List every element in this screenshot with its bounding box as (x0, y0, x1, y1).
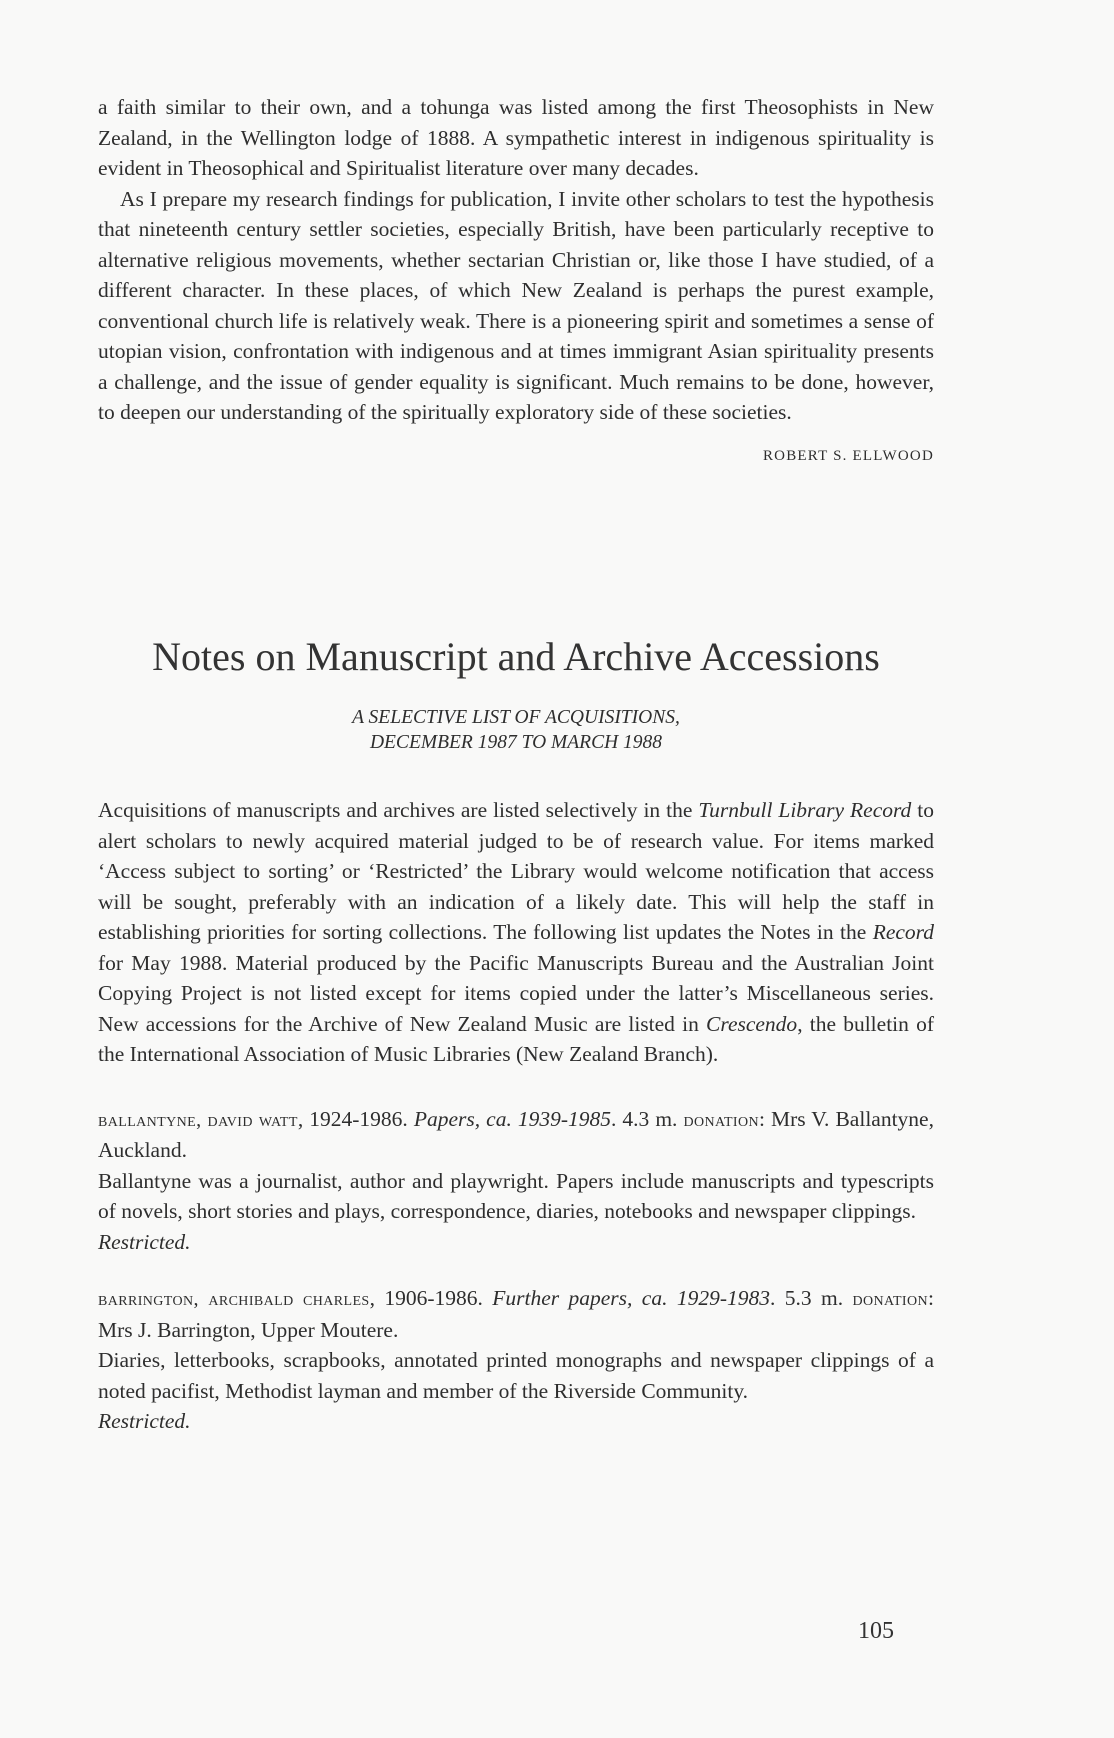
entry-source: : Mrs J. Barrington, Upper Moutere. (98, 1286, 934, 1342)
entry-description: Diaries, letterbooks, scrapbooks, annotated printed monographs and newspaper clippings of a noted pacifist, Methodist layman and member of the Riverside Community. (98, 1348, 934, 1403)
page-content (98, 92, 934, 1437)
subtitle-line-2: DECEMBER 1987 TO MARCH 1988 (369, 732, 663, 754)
entry-heading (98, 1104, 934, 1166)
entry-extent: . 4.3 m. (611, 1106, 684, 1131)
intro-text: to alert scholars to newly acquired material judged to be of research value. For items marked ‘Access subject to sorting’ or ‘Restricted’ the Library would welcome notification that access will be sought, preferably with an indication of a likely date. This will help the staff in establishing priorities for sorting collections. The following list updates the Notes in the (98, 798, 934, 945)
journal-short-title: Record (872, 920, 934, 945)
entry-dates: , 1906-1986. (369, 1286, 493, 1311)
entry-name: barrington, archibald charles (98, 1288, 370, 1311)
entry-source-type: donation (683, 1108, 759, 1131)
journal-title: Turnbull Library Record (698, 798, 912, 823)
author-signature: ROBERT S. ELLWOOD (762, 447, 934, 464)
article-subtitle (98, 705, 934, 755)
subtitle-line-1: A SELECTIVE LIST OF ACQUISITIONS, (352, 707, 680, 729)
entry-description: Ballantyne was a journalist, author and playwright. Papers include manuscripts and typescripts of novels, short stories and plays, correspondence, diaries, notebooks and newspaper clippings. (98, 1168, 934, 1224)
entry-access: Restricted. (98, 1409, 191, 1434)
entry-extent: . 5.3 m. (769, 1286, 853, 1311)
entry-dates: , 1924-1986. (297, 1106, 414, 1131)
entry-name: ballantyne, david watt (98, 1108, 298, 1131)
continuation-paragraph-2: As I prepare my research findings for publication, I invite other scholars to test the hypothesis that nineteenth century settler societies, especially British, have been particularly receptive to alternative religious movements, whether sectarian Christian or, like those I have studied, of a different character. In these places, of which New Zealand is perhaps the purest example, conventional church life is relatively weak. There is a pioneering spirit and sometimes a sense of utopian vision, confrontation with indigenous and at times immigrant Asian spirituality presents a challenge, and the issue of gender equality is significant. Much remains to be done, however, to deepen our understanding of the spiritually exploratory side of these societies. (98, 186, 934, 424)
accession-entry (98, 1283, 934, 1437)
entry-source: : Mrs V. Ballantyne, Auckland. (98, 1106, 934, 1163)
continuation-paragraph-1: a faith similar to their own, and a tohunga was listed among the first Theosophists in New Zealand, in the Wellington lodge of 1888. A sympathetic interest in indigenous spirituality is evident in Theosophical and Spiritualist literature over many decades. (98, 95, 934, 180)
intro-text: Acquisitions of manuscripts and archives are listed selectively in the (98, 798, 699, 823)
article-title: Notes on Manuscript and Archive Accessions (152, 633, 880, 679)
entry-title: Further papers, ca. 1929-1983 (492, 1286, 770, 1311)
entry-access: Restricted. (98, 1229, 191, 1254)
bulletin-title: Crescendo (706, 1011, 798, 1036)
entry-heading (98, 1283, 934, 1345)
intro-text: for May 1988. Material produced by the Pacific Manuscripts Bureau and the Australian Joint Copying Project is not listed except for items copied under the latter’s Miscellaneous series. New accessions for the Archive of New Zealand Music are listed in (98, 950, 934, 1036)
intro-text: , the bulletin of the International Association of Music Libraries (New Zealand Branch). (98, 1011, 934, 1067)
page-number: 105 (858, 1618, 894, 1644)
intro-paragraph (98, 795, 934, 1070)
entry-title: Papers, ca. 1939-1985 (413, 1106, 612, 1131)
accession-entry (98, 1104, 934, 1258)
entry-source-type: donation (852, 1288, 928, 1311)
